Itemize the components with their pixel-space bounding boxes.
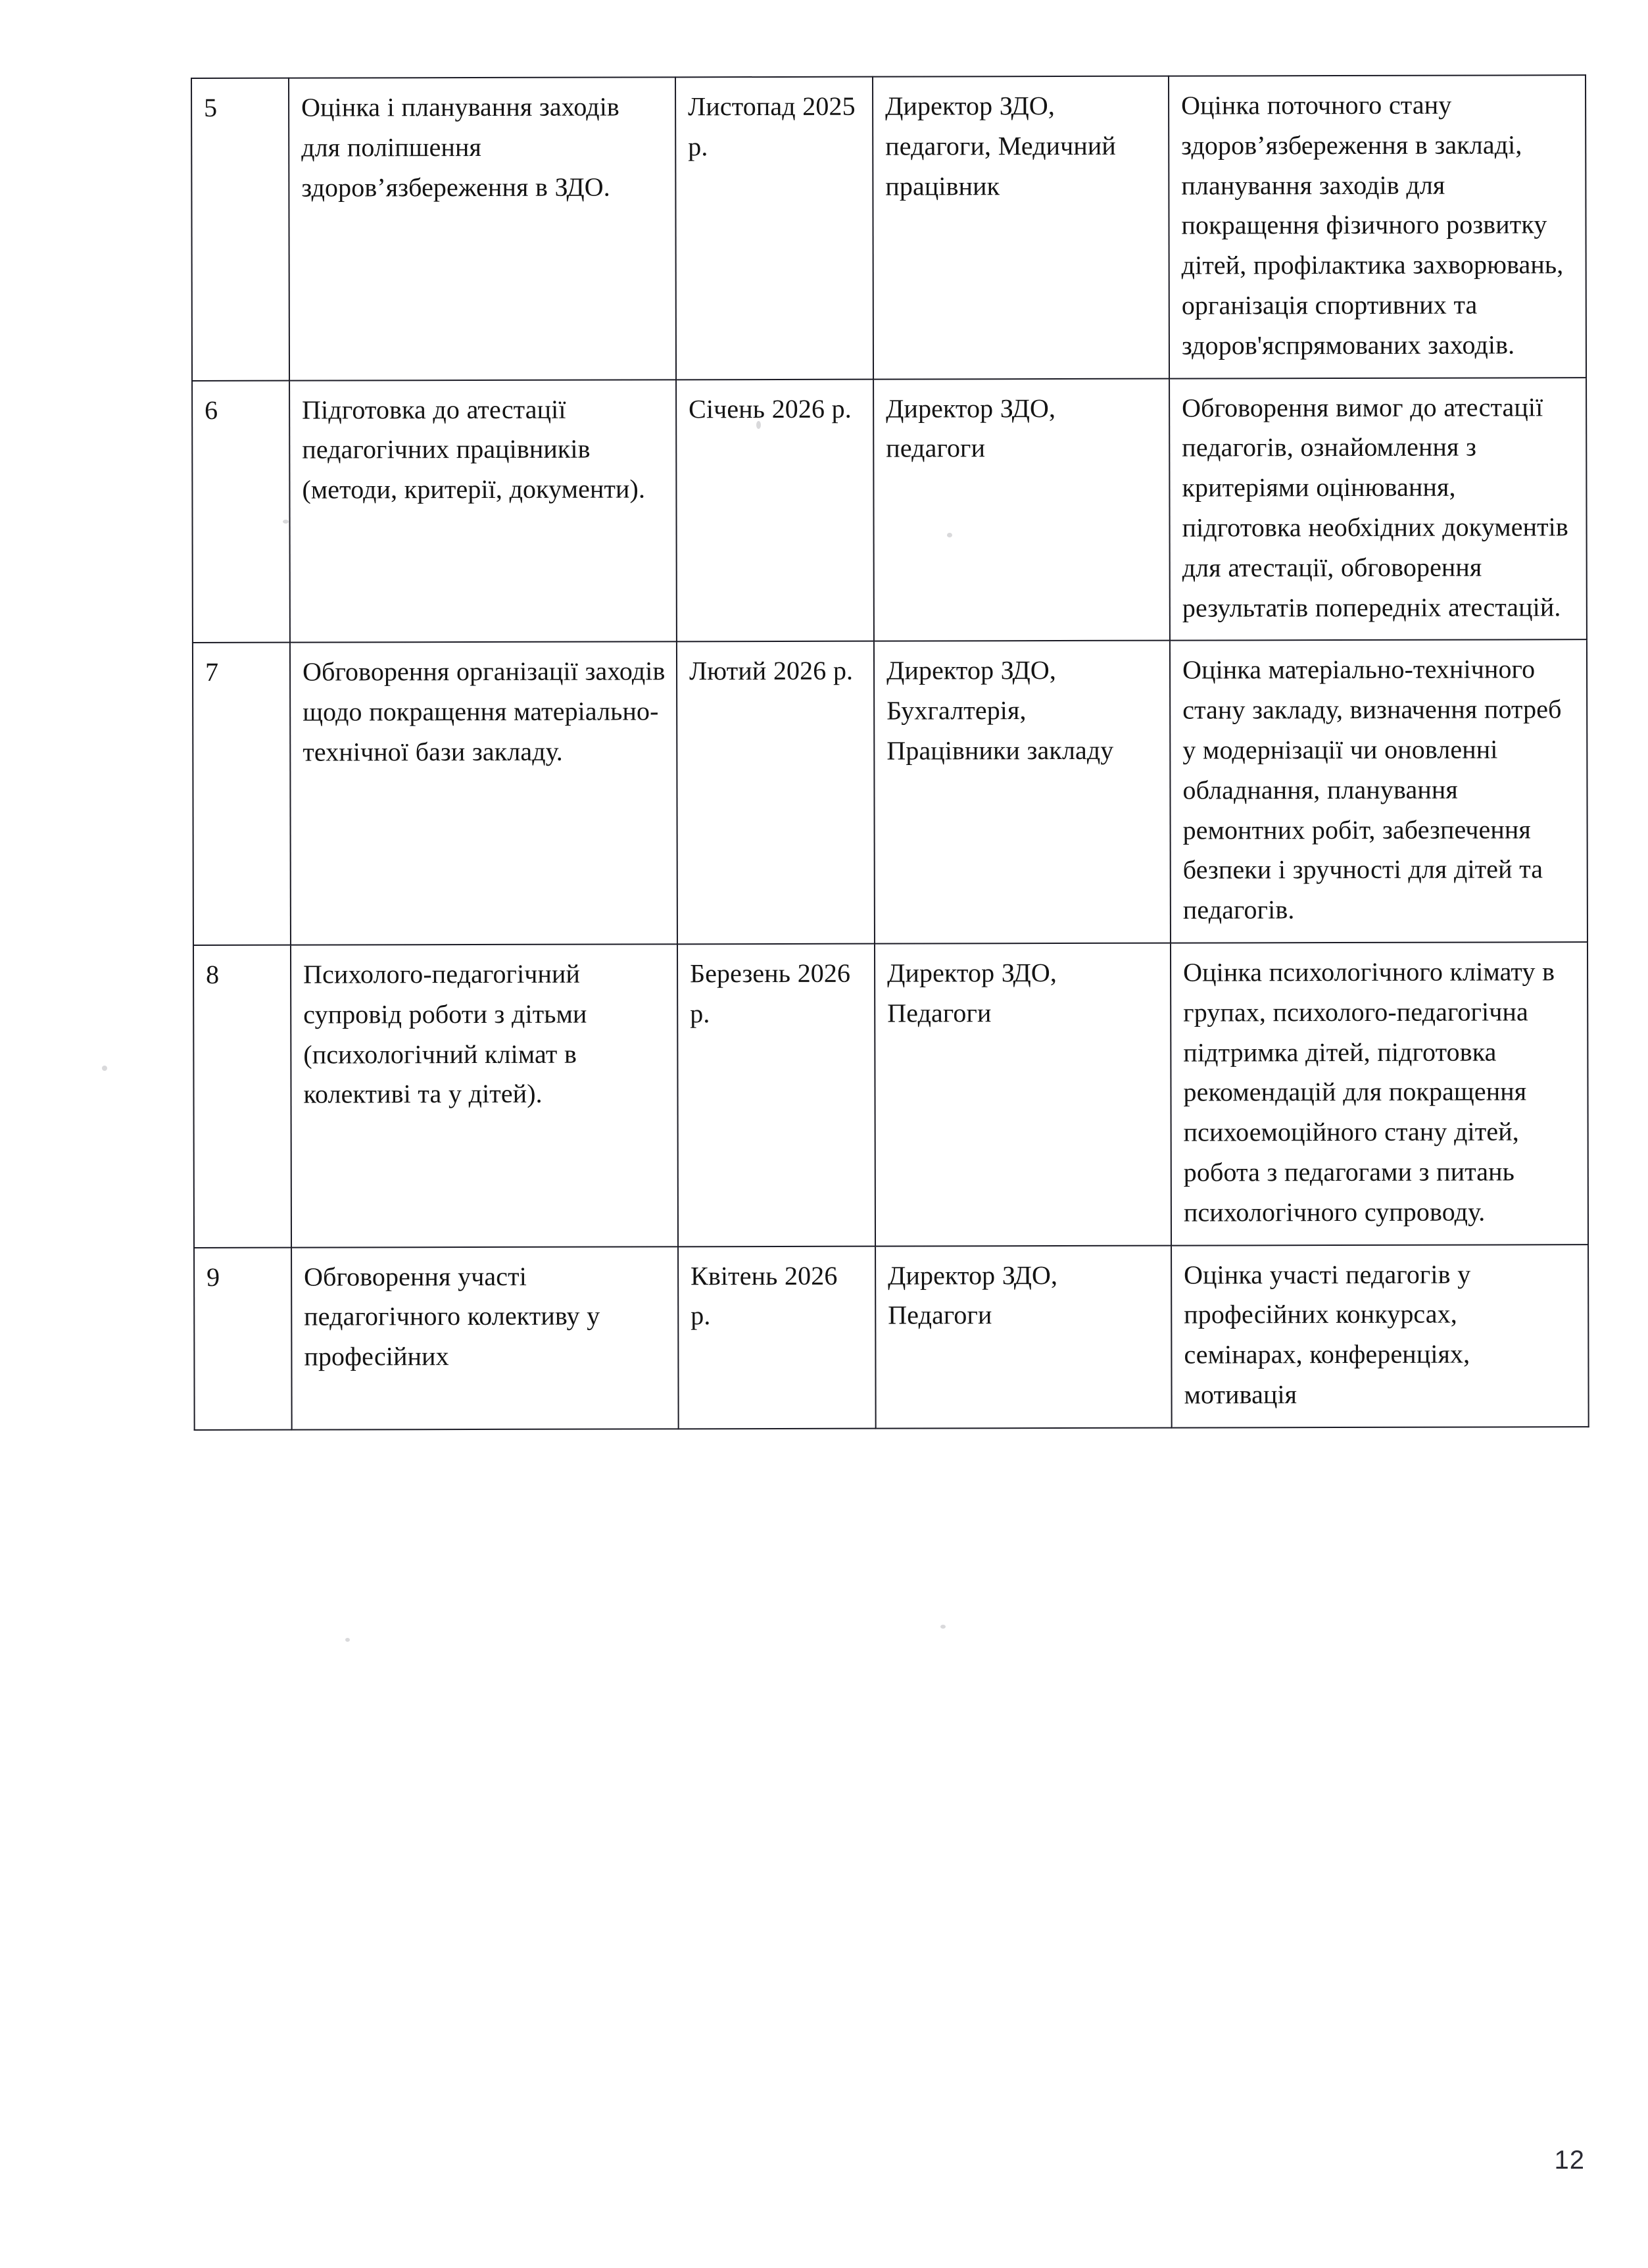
table-row [191,75,1586,380]
row-description: Оцінка поточного стану здоров’язбереження в закладі, планування заходів для покращення фізичного розвитку дітей, профілактика захворювань, організація спортивних та здоров'яспрямованих заходів. [1169,75,1586,378]
row-topic: Обговорення організації заходів щодо покращення матеріально-технічної бази закладу. [290,642,677,945]
table-row [194,1245,1589,1430]
row-number: 9 [194,1247,292,1430]
row-topic: Обговорення участі педагогічного колективу у професійних [291,1246,679,1430]
row-responsible: Директор ЗДО, Педагоги [875,943,1171,1246]
table-row [193,942,1588,1247]
row-description: Обговорення вимог до атестації педагогів, ознайомлення з критеріями оцінювання, підготовка необхідних документів для атестації, обговорення результатів попередніх атестацій. [1169,378,1587,641]
row-topic: Психолого-педагогічний супровід роботи з дітьми (психологічний клімат в колективі та у дітей). [291,944,678,1247]
row-responsible: Директор ЗДО, педагоги [873,378,1170,641]
row-date: Листопад 2025 р. [675,77,873,380]
page-number: 12 [1554,2146,1585,2175]
row-number: 5 [191,78,289,381]
row-description: Оцінка психологічного клімату в групах, психолого-педагогічна підтримка дітей, підготовка рекомендацій для покращення психоемоційного стану дітей, робота з педагогами з питань психологічного супроводу. [1171,942,1588,1245]
scan-speck [102,1066,107,1071]
row-number: 8 [193,945,291,1248]
row-responsible: Директор ЗДО, Педагоги [875,1245,1172,1428]
row-date: Квітень 2026 р. [678,1246,876,1429]
row-responsible: Директор ЗДО, Бухгалтерія, Працівники закладу [874,641,1171,944]
table-row [193,640,1587,945]
row-number: 7 [193,643,291,945]
row-description: Оцінка участі педагогів у професійних конкурсах, семінарах, конференціях, мотивація [1171,1245,1589,1428]
row-date: Січень 2026 р. [676,379,874,641]
table-body [191,75,1589,1430]
scan-speck [940,1625,946,1629]
row-topic: Оцінка і планування заходів для поліпшення здоров’язбереження в ЗДО. [289,77,676,380]
row-date: Березень 2026 р. [677,944,875,1246]
row-responsible: Директор ЗДО, педагоги, Медичний працівник [873,76,1169,380]
row-number: 6 [192,380,290,643]
row-date: Лютий 2026 р. [677,641,875,944]
scan-speck [345,1638,350,1642]
row-description: Оцінка матеріально-технічного стану закладу, визначення потреб у модернізації чи оновленні обладнання, планування ремонтних робіт, забезпечення безпеки і зручності для дітей та педагогів. [1170,640,1587,943]
table-row [192,378,1587,643]
row-topic: Підготовка до атестації педагогічних працівників (методи, критерії, документи). [289,380,677,643]
annual-plan-table [191,74,1589,1431]
